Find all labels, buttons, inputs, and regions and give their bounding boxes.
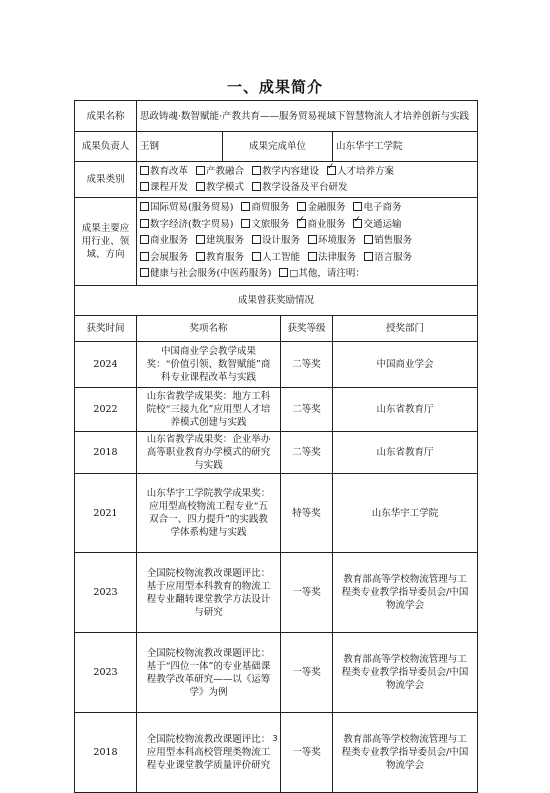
field-row <box>140 266 474 283</box>
award-dept: 山东华宇工学院 <box>333 474 478 553</box>
checked-box-icon[interactable] <box>353 219 362 228</box>
checkbox-icon[interactable] <box>364 235 373 244</box>
field-option[interactable] <box>241 200 289 217</box>
checkbox-icon[interactable] <box>241 219 250 228</box>
achievement-table <box>74 100 478 793</box>
name-value: 思政铸魂·数智赋能·产教共育——服务贸易视域下智慧物流人才培养创新与实践 <box>137 101 478 132</box>
award-name: 全国院校物流教改课题评比：应用型本科高校管理类物流工程专业课堂教学质量评价研究 <box>137 713 281 793</box>
field-option-label: 商贸服务 <box>251 202 290 214</box>
checkbox-icon[interactable] <box>279 268 288 277</box>
field-option[interactable] <box>196 250 244 267</box>
field-option[interactable] <box>140 217 233 234</box>
award-row <box>75 474 478 553</box>
award-year: 2022 <box>75 388 137 432</box>
checked-box-icon[interactable] <box>297 219 306 228</box>
checkbox-icon[interactable] <box>252 182 261 191</box>
field-row <box>140 233 474 250</box>
award-level: 一等奖 <box>281 633 333 713</box>
field-option[interactable] <box>364 233 412 250</box>
award-year: 2018 <box>75 713 137 793</box>
field-option-label: 电子商务 <box>363 202 402 214</box>
checkbox-icon[interactable] <box>196 182 205 191</box>
field-option[interactable] <box>364 250 412 267</box>
field-option[interactable] <box>297 217 345 234</box>
unit-label: 成果完成单位 <box>223 132 333 162</box>
award-name: 全国院校物流教改课题评比：基于“四位一体”的专业基础课程教学改革研究——以《运筹学》为例 <box>137 633 281 713</box>
field-option[interactable] <box>353 217 401 234</box>
award-level: 二等奖 <box>281 388 333 432</box>
checkbox-icon[interactable] <box>252 166 261 175</box>
field-option-label: 法律服务 <box>318 251 357 263</box>
category-label: 成果类别 <box>75 162 137 198</box>
field-option[interactable] <box>279 266 364 283</box>
field-option[interactable] <box>308 233 356 250</box>
header-name: 奖项名称 <box>137 316 281 342</box>
checkbox-icon[interactable] <box>196 235 205 244</box>
field-option-label: 环境服务 <box>318 235 357 247</box>
field-option-label: 国际贸易(服务贸易) <box>150 202 234 214</box>
field-option[interactable] <box>252 250 300 267</box>
award-row <box>75 388 478 432</box>
category-option-label: 教学内容建设 <box>262 165 320 177</box>
field-option[interactable] <box>140 266 271 283</box>
checkbox-icon[interactable] <box>140 268 149 277</box>
checkbox-icon[interactable] <box>140 235 149 244</box>
category-option-label: 人才培养方案 <box>337 165 395 177</box>
category-option[interactable] <box>140 164 188 180</box>
award-dept: 教育部高等学校物流管理与工程类专业教学指导委员会/中国物流学会 <box>333 713 478 793</box>
checkbox-icon[interactable] <box>308 252 317 261</box>
category-option[interactable] <box>140 180 188 196</box>
checkbox-icon[interactable] <box>140 202 149 211</box>
field-option-label: 数字经济(数字贸易) <box>150 218 234 230</box>
field-label: 成果主要应用行业、领域、方向 <box>75 198 137 286</box>
page-number: 3 <box>272 734 278 743</box>
category-option-label: 课程开发 <box>150 181 189 193</box>
checkbox-icon[interactable] <box>308 235 317 244</box>
category-option-label: 产教融合 <box>206 165 245 177</box>
awards-section-title: 成果曾获奖励情况 <box>75 286 478 316</box>
field-option-label: 人工智能 <box>262 251 301 263</box>
award-name: 山东省教学成果奖：企业举办高等职业教育办学模式的研究与实践 <box>137 432 281 474</box>
field-option-label: 语言服务 <box>374 251 413 263</box>
category-row <box>140 164 474 180</box>
checkbox-icon[interactable] <box>241 202 250 211</box>
field-option-label: 商业服务 <box>307 218 346 230</box>
field-row <box>140 217 474 234</box>
checkbox-icon[interactable] <box>196 252 205 261</box>
checkbox-icon[interactable] <box>364 252 373 261</box>
award-level: 一等奖 <box>281 713 333 793</box>
checkbox-icon[interactable] <box>140 166 149 175</box>
category-option-label: 教育改革 <box>150 165 189 177</box>
field-option-label: 健康与社会服务(中医药服务) <box>150 268 272 280</box>
category-option[interactable] <box>252 164 319 180</box>
checkbox-icon[interactable] <box>140 182 149 191</box>
award-level: 特等奖 <box>281 474 333 553</box>
checkbox-icon[interactable] <box>252 235 261 244</box>
award-name: 山东省教学成果奖：地方工科院校“三接九化”应用型人才培养模式创建与实践 <box>137 388 281 432</box>
award-level: 一等奖 <box>281 553 333 633</box>
leader-value: 王钢 <box>137 132 223 162</box>
field-row <box>140 250 474 267</box>
header-dept: 授奖部门 <box>333 316 478 342</box>
field-options <box>137 198 478 286</box>
award-dept: 山东省教育厅 <box>333 432 478 474</box>
field-option-label: 文旅服务 <box>251 218 290 230</box>
award-year: 2023 <box>75 633 137 713</box>
award-year: 2023 <box>75 553 137 633</box>
field-option[interactable] <box>140 250 188 267</box>
field-row <box>140 200 474 217</box>
award-row <box>75 713 478 793</box>
award-dept: 中国商业学会 <box>333 342 478 388</box>
field-option-label: 教育服务 <box>206 251 245 263</box>
checked-box-icon[interactable] <box>327 166 336 175</box>
field-option-label: 会展服务 <box>150 251 189 263</box>
field-option[interactable] <box>140 233 188 250</box>
field-option-label: 建筑服务 <box>206 235 245 247</box>
award-dept: 山东省教育厅 <box>333 388 478 432</box>
award-row <box>75 432 478 474</box>
award-name: 中国商业学会教学成果奖：“价值引领、数智赋能”商科专业课程改革与实践 <box>137 342 281 388</box>
award-year: 2021 <box>75 474 137 553</box>
checkbox-icon[interactable] <box>140 252 149 261</box>
field-option-label: □其他，请注明： <box>289 268 365 280</box>
award-row <box>75 633 478 713</box>
award-name: 山东华宇工学院教学成果奖：应用型高校物流工程专业“五双合一、四力提升”的实践教学体系构建与实践 <box>137 474 281 553</box>
header-level: 获奖等级 <box>281 316 333 342</box>
category-option[interactable] <box>327 164 394 180</box>
award-dept: 教育部高等学校物流管理与工程类专业教学指导委员会/中国物流学会 <box>333 633 478 713</box>
award-row <box>75 553 478 633</box>
checkbox-icon[interactable] <box>196 166 205 175</box>
category-option-label: 教学模式 <box>206 181 245 193</box>
field-option-label: 交通运输 <box>363 218 402 230</box>
header-year: 获奖时间 <box>75 316 137 342</box>
field-option-label: 销售服务 <box>374 235 413 247</box>
name-label: 成果名称 <box>75 101 137 132</box>
field-option-label: 金融服务 <box>307 202 346 214</box>
page-title: 一、成果简介 <box>226 78 323 96</box>
field-option[interactable] <box>196 233 244 250</box>
award-level: 二等奖 <box>281 432 333 474</box>
category-option-label: 教学设备及平台研发 <box>262 181 348 193</box>
category-option[interactable] <box>252 180 348 196</box>
category-option[interactable] <box>196 164 244 180</box>
field-option[interactable] <box>308 250 356 267</box>
field-option[interactable] <box>252 233 300 250</box>
category-row <box>140 180 474 196</box>
category-options <box>137 162 478 198</box>
field-option[interactable] <box>241 217 289 234</box>
field-option[interactable] <box>140 200 233 217</box>
award-year: 2024 <box>75 342 137 388</box>
checkbox-icon[interactable] <box>140 219 149 228</box>
leader-label: 成果负责人 <box>75 132 137 162</box>
unit-value: 山东华宇工学院 <box>333 132 478 162</box>
field-option-label: 设计服务 <box>262 235 301 247</box>
award-level: 二等奖 <box>281 342 333 388</box>
award-dept: 教育部高等学校物流管理与工程类专业教学指导委员会/中国物流学会 <box>333 553 478 633</box>
award-name: 全国院校物流教改课题评比：基于应用型本科教育的物流工程专业翻转课堂教学方法设计与研究 <box>137 553 281 633</box>
checkbox-icon[interactable] <box>353 202 362 211</box>
checkbox-icon[interactable] <box>297 202 306 211</box>
field-option-label: 商业服务 <box>150 235 189 247</box>
category-option[interactable] <box>196 180 244 196</box>
award-year: 2018 <box>75 432 137 474</box>
award-row <box>75 342 478 388</box>
checkbox-icon[interactable] <box>252 252 261 261</box>
